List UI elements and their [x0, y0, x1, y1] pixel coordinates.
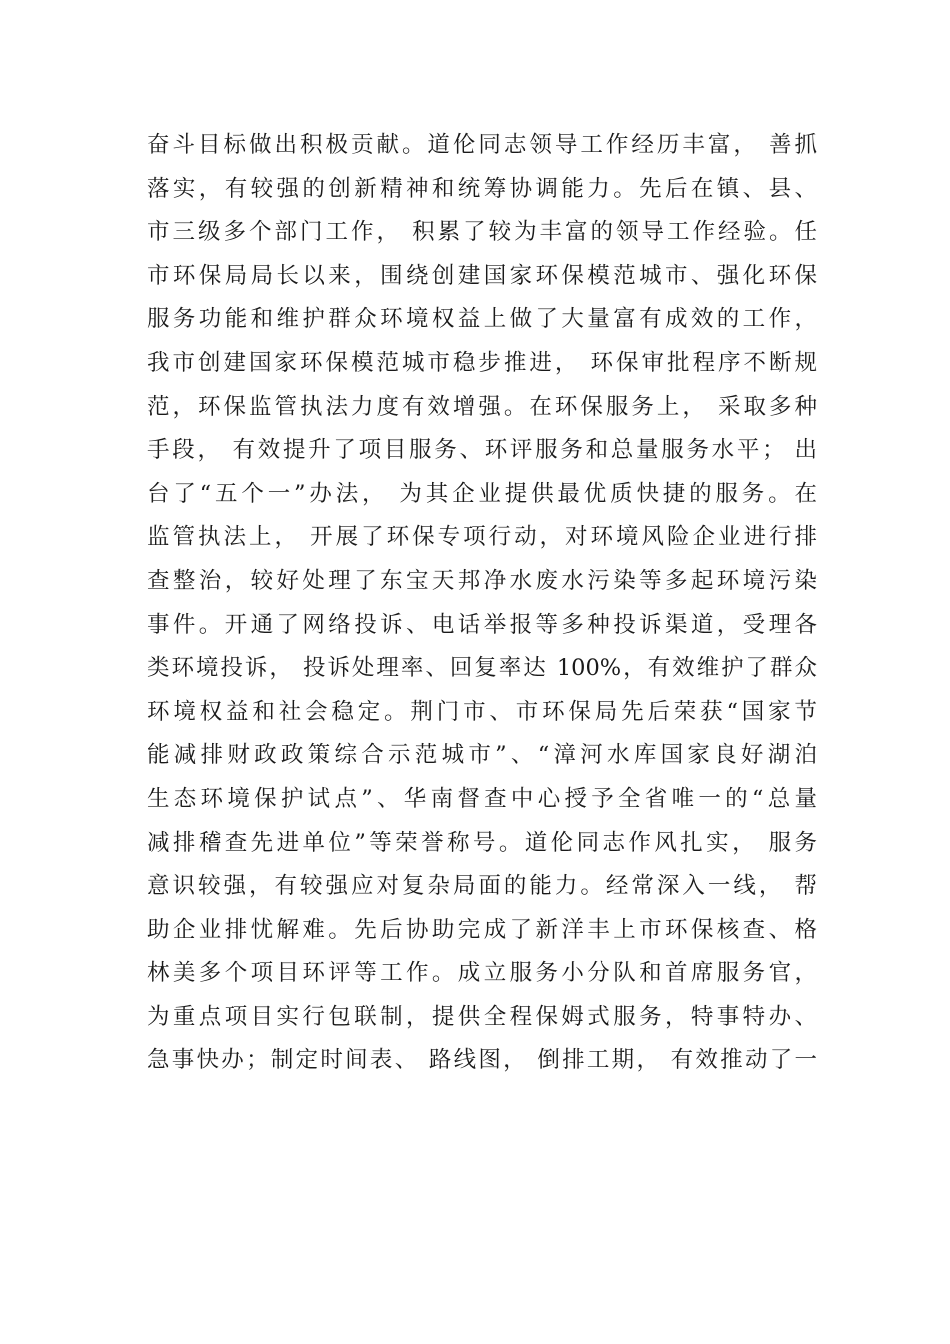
text-line-6: 我市创建国家环保模范城市稳步推进， 环保审批程序不断规: [147, 349, 817, 376]
text-line-16: 生态环境保护试点”、华南督查中心授予全省唯一的“总量: [147, 785, 817, 812]
text-line-11: 查整治，较好处理了东宝天邦净水废水污染等多起环境污染: [147, 567, 817, 594]
text-line-7: 范，环保监管执法力度有效增强。在环保服务上， 采取多种: [147, 393, 817, 420]
text-line-22: 急事快办；制定时间表、 路线图， 倒排工期， 有效推动了一: [147, 1047, 817, 1074]
text-line-18: 意识较强，有较强应对复杂局面的能力。经常深入一线， 帮: [147, 873, 817, 900]
text-line-10: 监管执法上， 开展了环保专项行动，对环境风险企业进行排: [147, 524, 817, 551]
text-line-21: 为重点项目实行包联制，提供全程保姆式服务，特事特办、: [147, 1003, 817, 1030]
text-line-19: 助企业排忧解难。先后协助完成了新洋丰上市环保核查、格: [147, 916, 817, 943]
text-line-13: 类环境投诉， 投诉处理率、回复率达 100%，有效维护了群众: [147, 655, 817, 682]
text-line-15: 能减排财政政策综合示范城市”、“漳河水库国家良好湖泊: [147, 742, 817, 769]
text-line-12: 事件。开通了网络投诉、电话举报等多种投诉渠道，受理各: [147, 611, 817, 638]
body-text: [147, 124, 817, 1083]
text-line-9: 台了“五个一”办法， 为其企业提供最优质快捷的服务。在: [147, 480, 817, 507]
text-line-17: 减排稽查先进单位”等荣誉称号。道伦同志作风扎实， 服务: [147, 829, 817, 856]
text-line-2: 落实，有较强的创新精神和统筹协调能力。先后在镇、县、: [147, 175, 817, 202]
text-line-14: 环境权益和社会稳定。荆门市、市环保局先后荣获“国家节: [147, 698, 817, 725]
text-line-4: 市环保局局长以来，围绕创建国家环保模范城市、强化环保: [147, 262, 817, 289]
text-line-3: 市三级多个部门工作， 积累了较为丰富的领导工作经验。任: [147, 219, 817, 246]
text-line-5: 服务功能和维护群众环境权益上做了大量富有成效的工作，: [147, 306, 817, 333]
text-line-8: 手段， 有效提升了项目服务、环评服务和总量服务水平； 出: [147, 437, 817, 464]
text-line-20: 林美多个项目环评等工作。成立服务小分队和首席服务官，: [147, 960, 817, 987]
text-line-1: 奋斗目标做出积极贡献。道伦同志领导工作经历丰富， 善抓: [147, 132, 817, 158]
